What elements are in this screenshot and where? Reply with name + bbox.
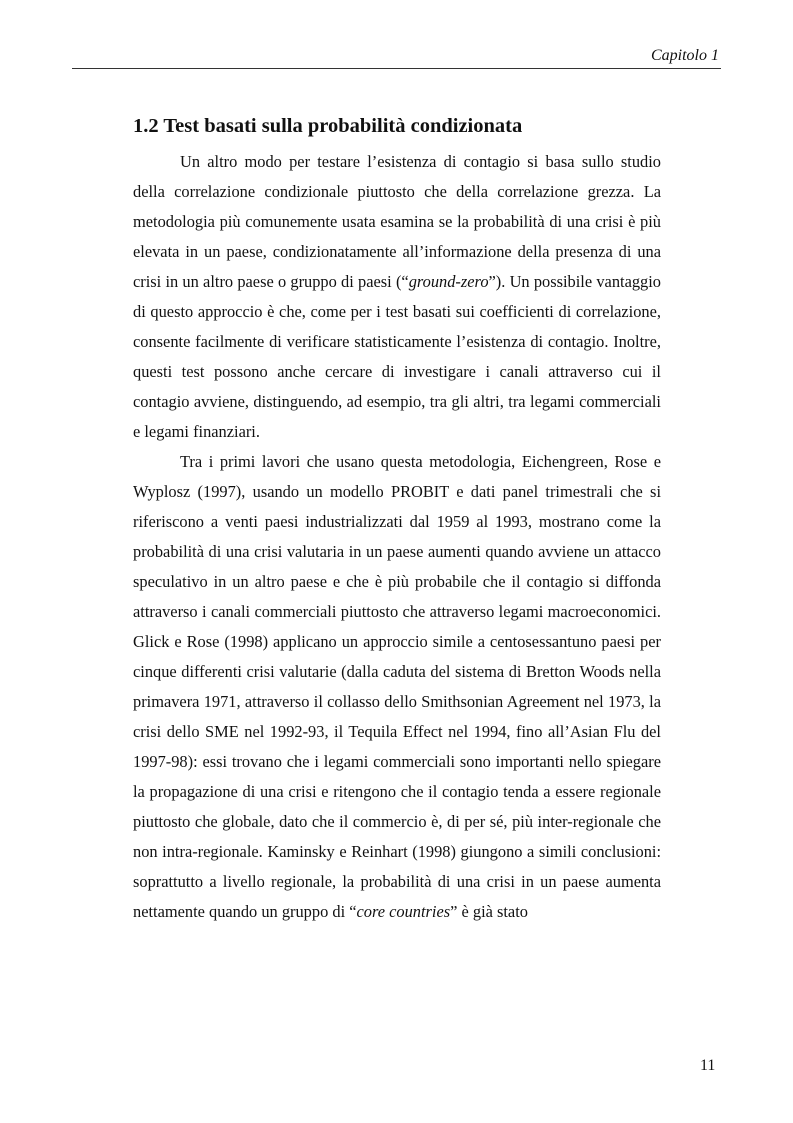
chapter-label: Capitolo 1 [650,47,719,64]
running-header [72,40,721,69]
term-core-countries: core countries [356,902,451,921]
term-ground-zero: ground-zero [408,272,489,291]
paragraph-2 [133,447,661,927]
page-number: 11 [700,1057,716,1074]
section-title: 1.2 Test basati sulla probabilità condizionata [133,115,523,137]
paragraph-1-text-a: Un altro modo per testare l’esistenza di contagio si basa sullo studio della correlazione condizionale piuttosto che della correlazione grezza. La metodologia più comunemente usata esamina se la probabilità di una crisi è più elevata in un paese, condizionatamente all’informazione della presenza di una crisi in un altro paese o gruppo di paesi (“ [133,152,661,291]
paragraph-1-text-b: ”). Un possibile vantaggio di questo approccio è che, come per i test basati sui coefficienti di correlazione, consente facilmente di verificare statisticamente l’esistenza di contagio. Inoltre, questi test possono anche cercare di investigare i canali attraverso cui il contagio avviene, distinguendo, ad esempio, tra gli altri, tra legami commerciali e legami finanziari. [133,272,661,441]
paragraph-1 [133,147,661,447]
body-text [133,147,661,927]
paragraph-2-text-a: Tra i primi lavori che usano questa metodologia, Eichengreen, Rose e Wyplosz (1997), usando un modello PROBIT e dati panel trimestrali che si riferiscono a venti paesi industrializzati dal 1959 al 1993, mostrano come la probabilità di una crisi valutaria in un paese aumenti quando avviene un attacco speculativo in un altro paese e che è più probabile che il contagio si diffonda attraverso i canali commerciali piuttosto che attraverso legami macroeconomici. Glick e Rose (1998) applicano un approccio simile a centosessantuno paesi per cinque differenti crisi valutarie (dalla caduta del sistema di Bretton Woods nella primavera 1971, attraverso il collasso dello Smithsonian Agreement nel 1973, la crisi dello SME nel 1992-93, il Tequila Effect nel 1994, fino all’Asian Flu del 1997-98): essi trovano che i legami commerciali sono importanti nello spiegare la propagazione di una crisi e ritengono che il contagio tenda a essere regionale piuttosto che globale, dato che il commercio è, di per sé, più inter-regionale che non intra-regionale. Kaminsky e Reinhart (1998) giungono a simili conclusioni: soprattutto a livello regionale, la probabilità di una crisi in un paese aumenta nettamente quando un gruppo di “ [133,452,661,921]
paragraph-2-text-b: ” è già stato [450,902,528,921]
